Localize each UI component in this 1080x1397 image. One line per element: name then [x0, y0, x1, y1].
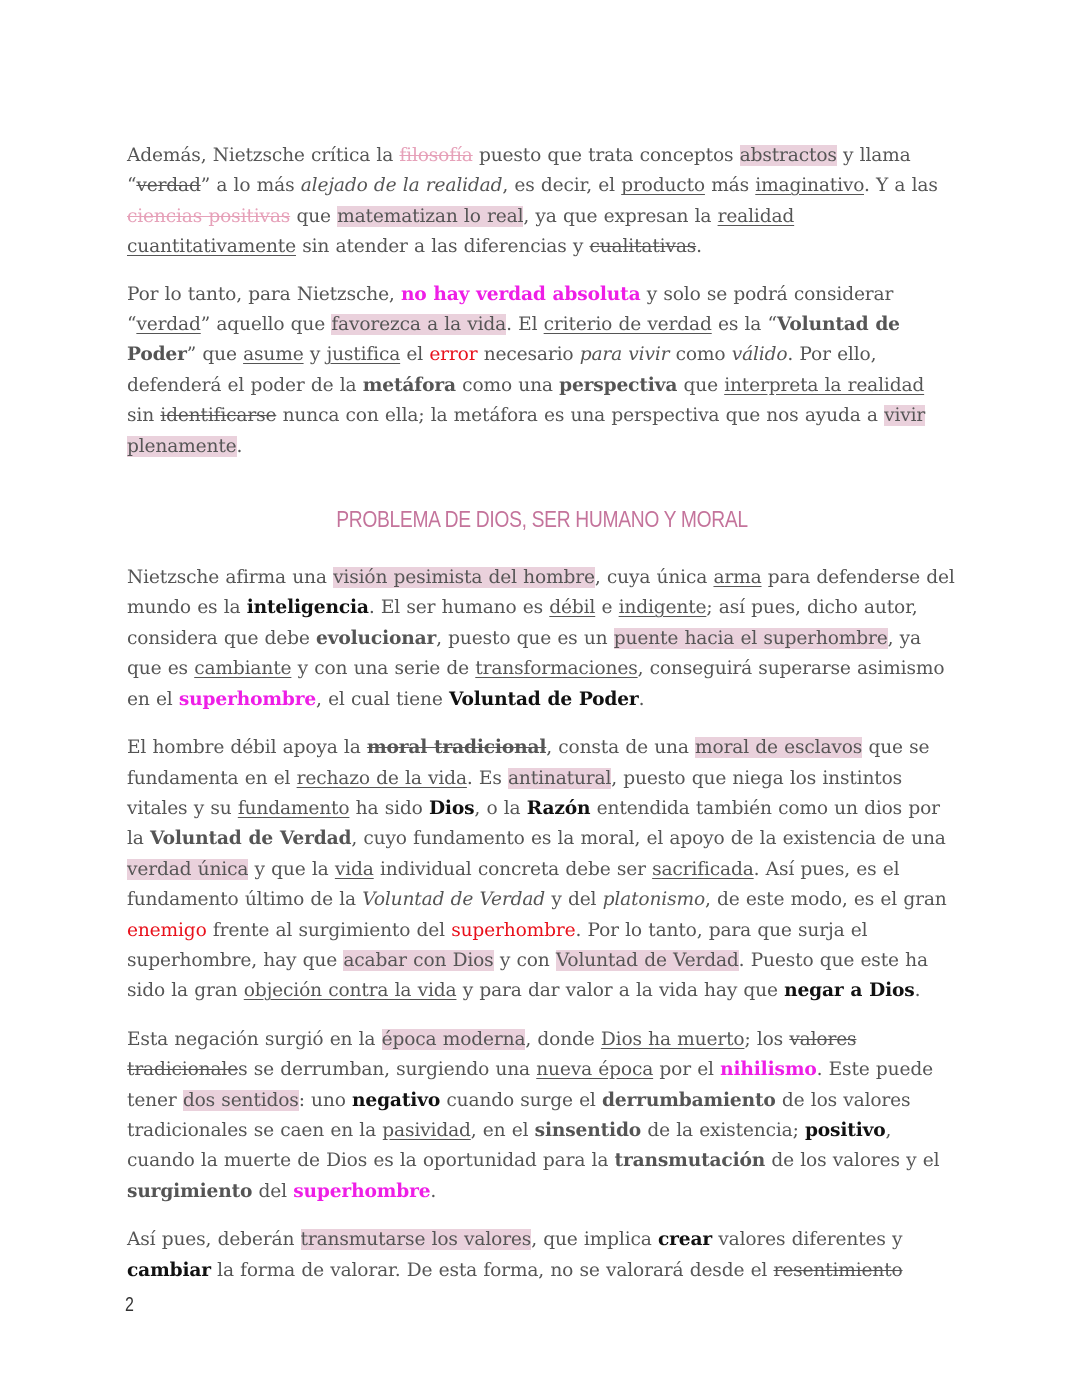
- italic-term: para vivir: [579, 344, 670, 366]
- text: de los valores y el: [765, 1150, 940, 1172]
- bold-term: transmutación: [614, 1150, 766, 1172]
- text: s se derrumban, surgiendo una: [238, 1059, 537, 1081]
- bold-term: derrumbamiento: [602, 1089, 776, 1111]
- bold-term: evolucionar: [316, 627, 437, 649]
- document-body: [127, 141, 957, 1304]
- text: necesario: [477, 344, 580, 366]
- strike-term: moral tradicional: [366, 737, 547, 759]
- text: , el cual tiene: [316, 688, 449, 710]
- text: y que la: [248, 858, 335, 880]
- text: ; así pues, dicho autor, considera que debe: [127, 597, 918, 649]
- page-number: 2: [125, 1294, 134, 1316]
- text: que: [290, 205, 338, 227]
- underline-term: objeción contra la vida: [243, 980, 457, 1002]
- text: , o la: [474, 797, 527, 819]
- text: . Puesto que este ha sido la gran: [127, 949, 928, 1002]
- strike-term: resentimiento: [773, 1259, 903, 1281]
- text: , puesto que es un: [436, 627, 614, 649]
- text: Así pues, deberán: [127, 1229, 301, 1251]
- text: , cuando la muerte de Dios es la oportunidad para la: [127, 1119, 892, 1172]
- bold-term: sinsentido: [534, 1119, 642, 1141]
- strike-term: verdad: [136, 175, 201, 197]
- highlight-term: dos sentidos: [182, 1089, 299, 1111]
- underline-term: pasividad: [382, 1119, 471, 1141]
- text: por el: [653, 1059, 721, 1081]
- text: . Por lo tanto, para que surja el superhombre, hay que: [127, 919, 868, 971]
- underline-term: Dios ha muerto: [600, 1028, 745, 1050]
- text: como una: [455, 374, 560, 396]
- paragraph-moral: [127, 733, 957, 1007]
- text: el: [400, 344, 430, 366]
- highlight-term: transmutarse los valores: [300, 1229, 532, 1251]
- text: El hombre débil apoya la: [127, 737, 367, 759]
- text: y con: [493, 949, 556, 971]
- bold-term: metáfora: [362, 374, 456, 396]
- underline-term: débil: [549, 597, 596, 619]
- text: e: [595, 597, 619, 619]
- underline-term: interpreta la realidad: [724, 374, 925, 396]
- text: entendida también como un dios por la: [127, 797, 940, 850]
- underline-term: justifica: [326, 344, 401, 366]
- text: Esta negación surgió en la: [127, 1028, 382, 1050]
- text: frente al surgimiento del: [206, 919, 452, 941]
- text: ha sido: [349, 797, 429, 819]
- underline-term: criterio de verdad: [543, 314, 712, 336]
- highlight-term: matematizan lo real: [337, 205, 524, 227]
- underline-term: realidad cuantitativamente: [127, 205, 795, 258]
- highlight-term: vivir plenamente: [127, 405, 926, 457]
- strike-term: filosofía: [399, 145, 473, 166]
- highlight-term: moral de esclavos: [695, 737, 863, 759]
- paragraph-truth: [127, 280, 957, 462]
- bold-term: surgimiento: [127, 1180, 253, 1202]
- red-term: superhombre: [451, 919, 576, 941]
- text: y solo se podrá considerar “: [127, 283, 894, 336]
- highlight-term: época moderna: [381, 1028, 526, 1050]
- text: puesto que trata conceptos: [472, 145, 740, 166]
- underline-term: rechazo de la vida: [296, 767, 467, 789]
- text: . Este puede tener: [127, 1059, 933, 1111]
- bold-term: Dios: [428, 797, 475, 819]
- text: nunca con ella; la metáfora es una perspectiva que nos ayuda a: [276, 405, 885, 427]
- underline-term: nueva época: [536, 1059, 654, 1081]
- bold-term: negativo: [352, 1089, 441, 1111]
- italic-term: alejado de la realidad: [300, 175, 503, 197]
- paragraph-philosophy-critique: [127, 141, 957, 263]
- bold-term: perspectiva: [559, 374, 678, 396]
- text: de los valores tradicionales se caen en la: [127, 1089, 911, 1141]
- italic-term: válido: [731, 344, 788, 366]
- text: que: [677, 374, 725, 396]
- red-term: error: [429, 344, 478, 366]
- text: y del: [545, 889, 603, 911]
- text: . Es: [466, 767, 508, 789]
- text: Además, Nietzsche crítica la: [127, 145, 400, 166]
- text: que se fundamenta en el: [127, 737, 930, 789]
- magenta-term: superhombre: [178, 688, 317, 710]
- bold-term: inteligencia: [246, 597, 369, 619]
- bold-term: Voluntad de Poder: [448, 688, 639, 710]
- underline-term: sacrificada: [652, 858, 754, 880]
- bold-term: Voluntad de Poder: [127, 314, 900, 366]
- bold-term: Voluntad de Verdad: [150, 828, 352, 850]
- highlight-term: abstractos: [739, 145, 837, 166]
- italic-term: platonismo: [602, 889, 706, 911]
- bold-term: crear: [657, 1229, 713, 1251]
- magenta-term: superhombre: [293, 1180, 431, 1202]
- underline-term: asume: [243, 344, 304, 366]
- text: , puesto que niega los instintos vitales y su: [127, 767, 903, 819]
- text: como: [669, 344, 732, 366]
- text: .: [696, 236, 702, 258]
- text: Nietzsche afirma una: [127, 567, 334, 589]
- text: individual concreta debe ser: [373, 858, 653, 880]
- highlight-term: visión pesimista del hombre: [333, 567, 595, 589]
- paragraph-nihilism: [127, 1025, 957, 1207]
- underline-term: indigente: [618, 597, 707, 619]
- highlight-term: antinatural: [508, 767, 612, 789]
- text: , consta de una: [546, 737, 696, 759]
- highlight-term: verdad única: [127, 858, 249, 880]
- text: . El: [506, 314, 544, 336]
- paragraph-human-being: [127, 563, 957, 715]
- text: , de este modo, es el gran: [705, 889, 947, 911]
- text: sin atender a las diferencias y: [295, 236, 590, 258]
- text: .: [236, 435, 243, 457]
- text: ” aquello que: [200, 314, 332, 336]
- underline-term: verdad: [136, 314, 201, 336]
- text: , ya que es: [127, 627, 921, 680]
- bold-term: positivo: [804, 1119, 886, 1141]
- text: para defenderse del mundo es la: [127, 567, 955, 619]
- text: . Y a las: [864, 175, 938, 197]
- text: más: [704, 175, 756, 197]
- italic-term: Voluntad de Verdad: [362, 889, 546, 911]
- text: y con una serie de: [291, 658, 476, 680]
- text: .: [914, 980, 921, 1002]
- underline-term: arma: [713, 567, 762, 589]
- text: ” a lo más: [200, 175, 301, 197]
- text: la forma de valorar. De esta forma, no se valorará desde el: [210, 1259, 774, 1281]
- text: . Así pues, es el fundamento último de la: [127, 858, 900, 911]
- text: es la “: [711, 314, 777, 336]
- text: ” que: [186, 344, 244, 366]
- text: de la existencia;: [641, 1119, 805, 1141]
- text: , ya que expresan la: [523, 205, 718, 227]
- text: y para dar valor a la vida hay que: [456, 980, 785, 1002]
- text: y: [303, 344, 327, 366]
- text: .: [430, 1180, 437, 1202]
- highlight-term: puente hacia el superhombre: [613, 627, 888, 649]
- highlight-term: Voluntad de Verdad: [555, 949, 739, 971]
- text: valores diferentes y: [712, 1229, 903, 1251]
- text: , conseguirá superarse asimismo en el: [127, 658, 945, 710]
- text: . El ser humano es: [368, 597, 550, 619]
- text: . Por ello, defenderá el poder de la: [127, 344, 877, 396]
- text: sin: [127, 405, 161, 427]
- text: , cuyo fundamento es la moral, el apoyo de la existencia de una: [351, 828, 946, 850]
- text: .: [638, 688, 645, 710]
- text: del: [252, 1180, 294, 1202]
- strike-term: identificarse: [160, 405, 277, 427]
- paragraph-transmutation: [127, 1225, 957, 1286]
- underline-term: fundamento: [237, 797, 350, 819]
- underline-term: cambiante: [194, 658, 292, 680]
- text: , donde: [525, 1028, 601, 1050]
- text: Por lo tanto, para Nietzsche,: [127, 283, 401, 305]
- bold-term: cambiar: [127, 1259, 211, 1281]
- strike-term: ciencias positivas: [127, 205, 291, 227]
- underline-term: imaginativo: [755, 175, 864, 197]
- bold-term: Razón: [526, 797, 591, 819]
- text: : uno: [298, 1089, 353, 1111]
- text: y llama “: [127, 145, 911, 197]
- text: , que implica: [531, 1229, 658, 1251]
- underline-term: transformaciones: [475, 658, 638, 680]
- underline-term: vida: [334, 858, 374, 880]
- magenta-term: no hay verdad absoluta: [400, 283, 641, 305]
- strike-term: cualitativas: [589, 236, 697, 258]
- bold-term: negar a Dios: [784, 980, 915, 1002]
- highlight-term: favorezca a la vida: [331, 314, 507, 336]
- strike-term: valores tradicionale: [127, 1028, 857, 1081]
- text: ; los: [744, 1028, 790, 1050]
- red-term: enemigo: [127, 919, 207, 941]
- text: , es decir, el: [502, 175, 622, 197]
- highlight-term: acabar con Dios: [343, 949, 494, 971]
- underline-term: producto: [621, 175, 705, 197]
- text: , en el: [470, 1119, 535, 1141]
- text: , cuya única: [594, 567, 714, 589]
- section-heading: PROBLEMA DE DIOS, SER HUMANO Y MORAL: [336, 506, 748, 533]
- text: cuando surge el: [440, 1089, 602, 1111]
- magenta-term: nihilismo: [720, 1059, 817, 1081]
